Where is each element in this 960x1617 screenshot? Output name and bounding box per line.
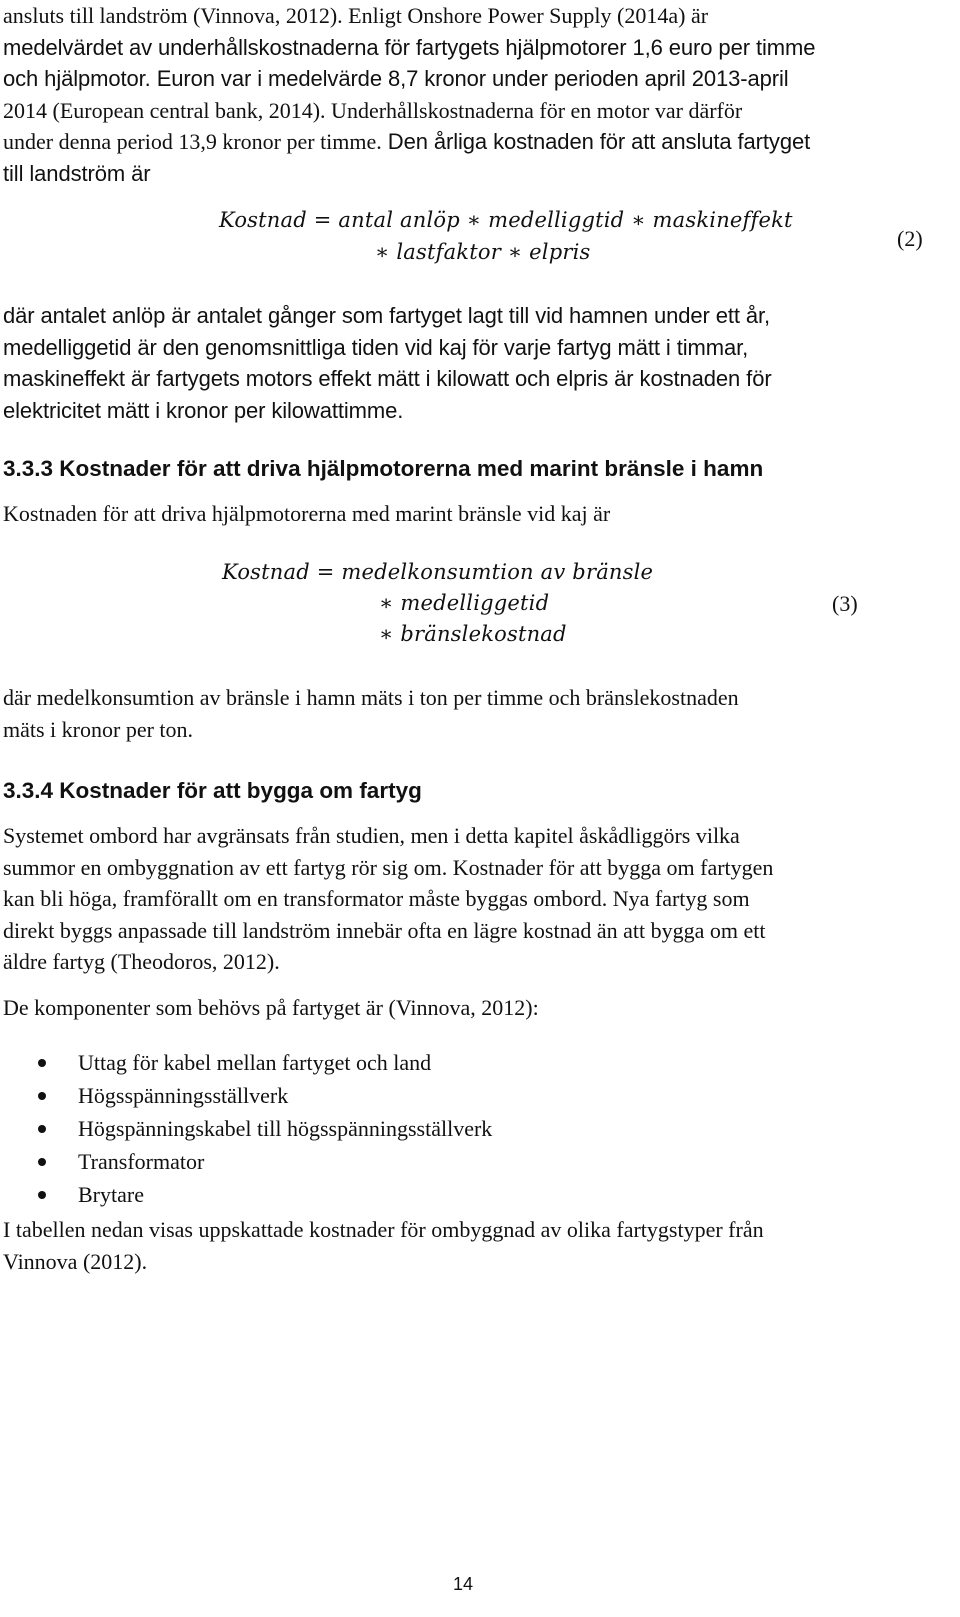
table-intro [3,1214,943,1277]
text-line: medelvärdet av underhållskostnaderna för fartygets hjälpmotorer 1,6 euro per timme [3,34,816,60]
text-line: och hjälpmotor. Euron var i medelvärde 8,7 kronor under perioden april 2013-april [3,66,789,91]
text-line: där antalet anlöp är antalet gånger som fartyget lagt till vid hamnen under ett år, [3,303,771,328]
document-page: ansluts till landström (Vinnova, 2012). Enligt Onshore Power Supply (2014a) är medelvärdet av underhållskostnaderna för fartygets hjälpmotorer 1,6 euro per timme och hjälpmotor. Euron var i medelvärde 8,7 kronor under perioden april 2013-april 2014 (European central bank, 2014). Underhållskostnaderna för en motor var därför under denna period 13,9 kronor per timme. Den årliga kostnaden för att ansluta fartyget till landström är Kostnad = antal anlöp ∗ medelliggtid ∗ maskineffekt ∗ lastfaktor ∗ elpris (2) där antalet anlöp är antalet gånger som fartyget lagt till vid hamnen under ett år, medelliggetid är den genomsnittliga tiden vid kaj för varje fartyg mätt i timmar, maskineffekt är fartygets motors effekt mätt i kilowatt och elpris är kostnaden för elektricitet mätt i kronor per kilowattimme. 3.3.3 Kostnader för att driva hjälpmotorerna med marint bränsle i hamn Kostnaden för att driva hjälpmotorerna med marint bränsle vid kaj är Kostnad = medelkonsumtion av bränsle ∗ medelliggetid ∗ bränslekostnad (3) där medelkonsumtion av bränsle i hamn mäts i ton per timme och bränslekostnaden mäts i kronor per ton. 3.3.4 Kostnader för att bygga om fartyg Systemet ombord har avgränsats från studien, men i detta kapitel åskådliggörs vilka summor en ombyggnation av ett fartyg rör sig om. Kostnader för att bygga om fartygen kan bli höga, framförallt om en transformator måste byggas ombord. Nya fartyg som direkt byggs anpassade till landström innebär ofta en lägre kostnad än att bygga om ett äldre fartyg (Theodoros, 2012). De komponenter som behövs på fartyget är (Vinnova, 2012): Uttag för kabel mellan fartyget och land Högsspänningsställverk Högspänningskabel till högsspänningsställverk Transformator Brytare I tabellen nedan visas uppskattade kostnader för ombyggnad av olika fartygstyper från Vinnova (2012). 14 [0,0,960,1617]
components-intro [3,992,943,1024]
text-line: medelliggetid är den genomsnittliga tiden vid kaj för varje fartyg mätt i timmar, [3,334,749,360]
text-line: De komponenter som behövs på fartyget är (Vinnova, 2012): [3,995,539,1020]
text-line: summor en ombyggnation av ett fartyg rör sig om. Kostnader för att bygga om fartygen [3,854,774,880]
bullet-icon [38,1092,46,1100]
page-number: 14 [453,1574,474,1594]
equation-3-line-2: ∗ medelliggetid [379,591,550,615]
equation-3-explanation [3,682,943,745]
section-heading-3-3-3: 3.3.3 Kostnader för att driva hjälpmotorerna med marint bränsle i hamn [3,456,764,481]
text-line: Den årliga kostnaden för att ansluta fartyget [381,129,811,154]
section-3-3-4-paragraph [3,820,943,978]
text-line: äldre fartyg (Theodoros, 2012). [3,949,280,974]
text-line: Systemet ombord har avgränsats från studien, men i detta kapitel åskådliggörs vilka [3,823,740,848]
equation-2-explanation [3,300,943,426]
equation-2-number: (2) [897,226,923,251]
equation-3-number: (3) [832,591,858,616]
text-line: I tabellen nedan visas uppskattade kostnader för ombyggnad av olika fartygstyper från [3,1217,764,1242]
bullet-icon [38,1059,46,1067]
equation-3-line-3: ∗ bränslekostnad [379,622,567,646]
bullet-icon [38,1158,46,1166]
text-line: under denna period 13,9 kronor per timme. [3,129,382,154]
text-line: direkt byggs anpassade till landström innebär ofta en lägre kostnad än att bygga om ett [3,917,766,943]
intro-paragraph [3,0,943,189]
text-line: mäts i kronor per ton. [3,716,194,742]
bullet-icon [38,1191,46,1199]
text-line: ansluts till landström (Vinnova, 2012). Enligt Onshore Power Supply (2014a) är [3,3,709,28]
text-line: till landström är [3,160,151,186]
text-line: maskineffekt är fartygets motors effekt mätt i kilowatt och elpris är kostnaden för [3,366,772,391]
equation-3-line-1: Kostnad = medelkonsumtion av bränsle [222,560,654,584]
text-line: Kostnaden för att driva hjälpmotorerna med marint bränsle vid kaj är [3,501,611,526]
text-line: kan bli höga, framförallt om en transformator måste byggas ombord. Nya fartyg som [3,886,750,911]
text-line: där medelkonsumtion av bränsle i hamn mäts i ton per timme och bränslekostnaden [3,685,739,710]
text-line: elektricitet mätt i kronor per kilowattimme. [3,397,404,423]
section-heading-3-3-4: 3.3.4 Kostnader för att bygga om fartyg [3,778,422,803]
equation-2-line-1: Kostnad = antal anlöp ∗ medelliggtid ∗ maskineffekt [219,208,793,232]
text-line: 2014 (European central bank, 2014). Underhållskostnaderna för en motor var därför [3,97,743,123]
text-line: Vinnova (2012). [3,1248,148,1274]
equation-2-line-2: ∗ lastfaktor ∗ elpris [375,240,591,264]
section-3-3-3-intro [3,498,943,530]
bullet-icon [38,1125,46,1133]
